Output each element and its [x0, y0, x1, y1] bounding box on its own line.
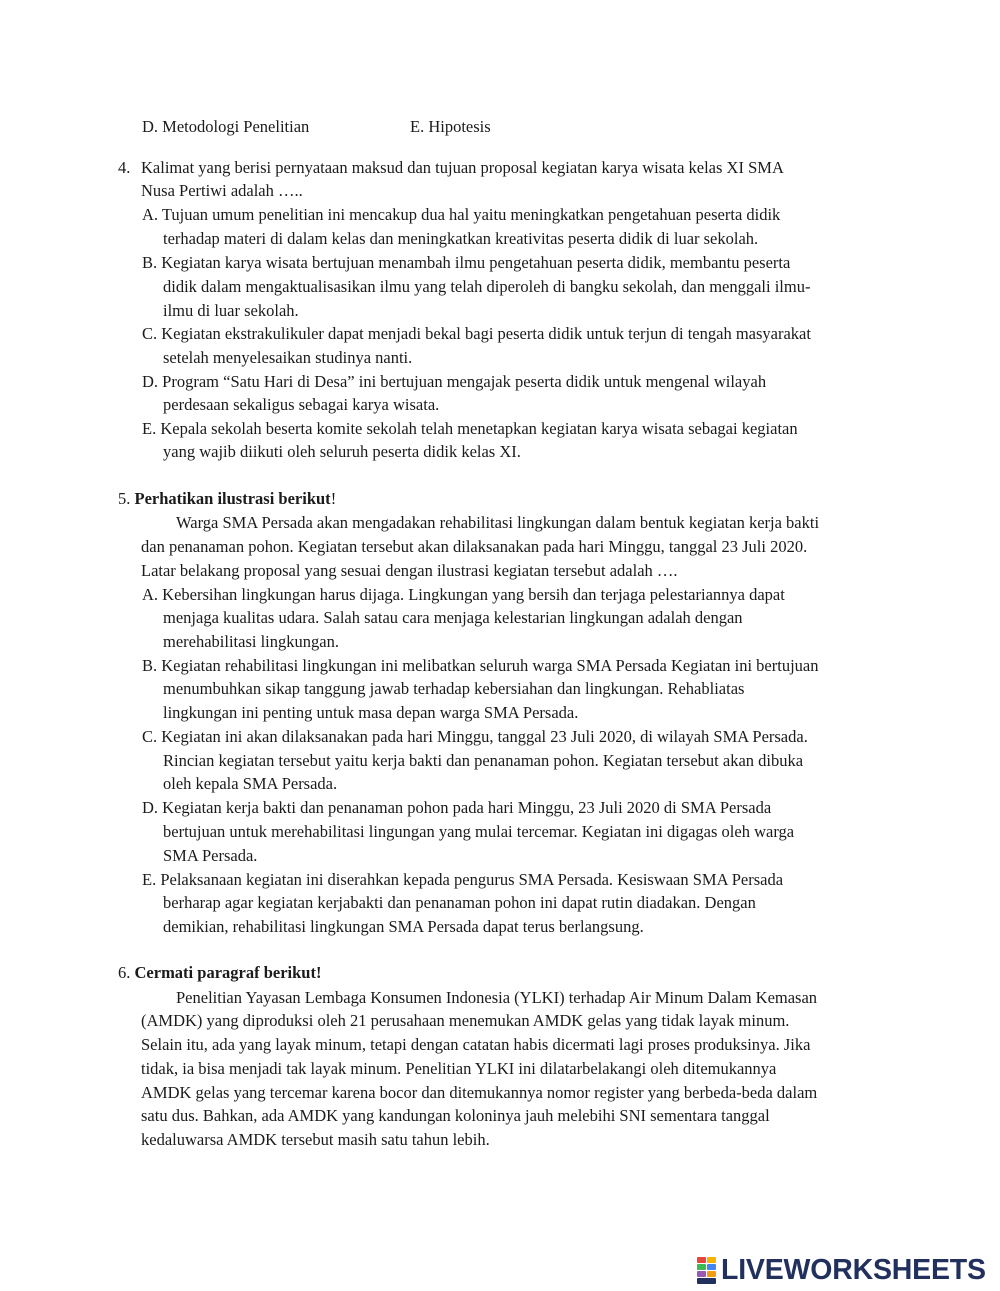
q5-option-b-line: menumbuhkan sikap tanggung jawab terhadap kebersiahan dan lingkungan. Rehabliatas — [163, 679, 745, 698]
q5-option-e: E. Pelaksanaan kegiatan ini diserahkan kepada pengurus SMA Persada. Kesiswaan SMA Persada — [142, 870, 784, 889]
liveworksheets-logo-text: LIVEWORKSHEETS — [721, 1254, 986, 1286]
q4-option-e-line: yang wajib diikuti oleh seluruh peserta didik kelas XI. — [163, 442, 521, 461]
q5-option-e-line: demikian, rehabilitasi lingkungan SMA Persada dapat terus berlangsung. — [163, 917, 644, 936]
q5-number: 5. — [118, 489, 131, 508]
q6-paragraph-line: Penelitian Yayasan Lembaga Konsumen Indonesia (YLKI) terhadap Air Minum Dalam Kemasan — [176, 988, 818, 1007]
q5-heading — [118, 487, 336, 511]
q6-paragraph-line: AMDK gelas yang tercemar karena bocor dan ditemukannya nomor register yang berbeda-beda dalam — [141, 1083, 818, 1102]
q4-option-a: A. Tujuan umum penelitian ini mencakup dua hal yaitu meningkatkan pengetahuan peserta didik — [142, 205, 781, 224]
q5-option-e-line: berharap agar kegiatan kerjabakti dan penanaman pohon ini dapat rutin diadakan. Dengan — [163, 893, 756, 912]
q6-paragraph-line: Selain itu, ada yang layak minum, tetapi dengan catatan habis dicermati lagi proses produksinya. Jika — [141, 1035, 811, 1054]
logo-block — [707, 1271, 716, 1277]
q4-option-a-line: terhadap materi di dalam kelas dan meningkatkan kreativitas peserta didik di luar sekolah. — [163, 229, 759, 248]
q5-option-d-line: SMA Persada. — [163, 846, 258, 865]
logo-block — [707, 1257, 716, 1263]
q4-option-e: E. Kepala sekolah beserta komite sekolah telah menetapkan kegiatan karya wisata sebagai kegiatan — [142, 419, 798, 438]
q5-heading-text: Perhatikan ilustrasi berikut — [134, 489, 331, 508]
q5-option-c: C. Kegiatan ini akan dilaksanakan pada hari Minggu, tanggal 23 Juli 2020, di wilayah SMA Persada. — [142, 727, 808, 746]
q4-stem-line: Kalimat yang berisi pernyataan maksud dan tujuan proposal kegiatan karya wisata kelas XI SMA — [141, 158, 784, 177]
logo-block — [697, 1257, 706, 1263]
q6-heading-text: Cermati paragraf berikut! — [134, 963, 322, 982]
q5-option-a: A. Kebersihan lingkungan harus dijaga. Lingkungan yang bersih dan terjaga pelestariannya dapat — [142, 585, 785, 604]
q6-paragraph-line: tidak, ia bisa menjadi tak layak minum. Penelitian YLKI ini dilatarbelakangi oleh ditemukannya — [141, 1059, 777, 1078]
q4-option-b: B. Kegiatan karya wisata bertujuan menambah ilmu pengetahuan peserta didik, membantu peserta — [142, 253, 791, 272]
q3-option-d: D. Metodologi Penelitian — [142, 117, 310, 136]
q5-option-a-line: merehabilitasi lingkungan. — [163, 632, 339, 651]
q5-paragraph-line: dan penanaman pohon. Kegiatan tersebut akan dilaksanakan pada hari Minggu, tanggal 23 Juli 2020. — [141, 537, 808, 556]
q6-paragraph-line: (AMDK) yang diproduksi oleh 21 perusahaan menemukan AMDK gelas yang tidak layak minum. — [141, 1011, 790, 1030]
q5-option-c-line: oleh kepala SMA Persada. — [163, 774, 338, 793]
liveworksheets-logo — [697, 1254, 995, 1286]
q4-option-d: D. Program “Satu Hari di Desa” ini bertujuan mengajak peserta didik untuk mengenal wilayah — [142, 372, 767, 391]
q4-option-b-line: didik dalam mengaktualisasikan ilmu yang telah diperoleh di bangku sekolah, dan menggali ilmu- — [163, 277, 811, 296]
q5-option-b: B. Kegiatan rehabilitasi lingkungan ini melibatkan seluruh warga SMA Persada Kegiatan ini bertujuan — [142, 656, 819, 675]
q5-option-a-line: menjaga kualitas udara. Salah satau cara menjaga kelestarian lingkungan adalah dengan — [163, 608, 743, 627]
q6-paragraph-line: satu dus. Bahkan, ada AMDK yang kandungan koloninya jauh melebihi SNI sementara tanggal — [141, 1106, 770, 1125]
q6-number: 6. — [118, 963, 131, 982]
q5-heading-end: ! — [330, 489, 337, 508]
q4-option-d-line: perdesaan sekaligus sebagai karya wisata. — [163, 395, 440, 414]
q5-option-d: D. Kegiatan kerja bakti dan penanaman pohon pada hari Minggu, 23 Juli 2020 di SMA Persada — [142, 798, 772, 817]
logo-block — [697, 1278, 716, 1284]
liveworksheets-logo-icon — [697, 1257, 717, 1284]
q5-paragraph-line: Warga SMA Persada akan mengadakan rehabilitasi lingkungan dalam bentuk kegiatan kerja bakti — [176, 513, 820, 532]
q6-heading — [118, 961, 321, 985]
logo-block — [697, 1271, 706, 1277]
q4-option-c-line: setelah menyelesaikan studinya nanti. — [163, 348, 413, 367]
q4-stem-line: Nusa Pertiwi adalah ….. — [141, 181, 303, 200]
q5-option-c-line: Rincian kegiatan tersebut yaitu kerja bakti dan penanaman pohon. Kegiatan tersebut akan dibuka — [163, 751, 804, 770]
logo-block — [707, 1264, 716, 1270]
q5-option-d-line: bertujuan untuk merehabilitasi lingungan yang mulai tercemar. Kegiatan ini digagas oleh warga — [163, 822, 795, 841]
q5-option-b-line: lingkungan ini penting untuk masa depan warga SMA Persada. — [163, 703, 579, 722]
logo-block — [697, 1264, 706, 1270]
q5-paragraph-line: Latar belakang proposal yang sesuai dengan ilustrasi kegiatan tersebut adalah …. — [141, 561, 678, 580]
q3-option-e: E. Hipotesis — [410, 117, 491, 136]
q4-number: 4. — [118, 158, 131, 177]
q4-option-b-line: ilmu di luar sekolah. — [163, 301, 299, 320]
q6-paragraph-line: kedaluwarsa AMDK tersebut masih satu tahun lebih. — [141, 1130, 490, 1149]
q4-option-c: C. Kegiatan ekstrakulikuler dapat menjadi bekal bagi peserta didik untuk terjun di tengah masyarakat — [142, 324, 811, 343]
